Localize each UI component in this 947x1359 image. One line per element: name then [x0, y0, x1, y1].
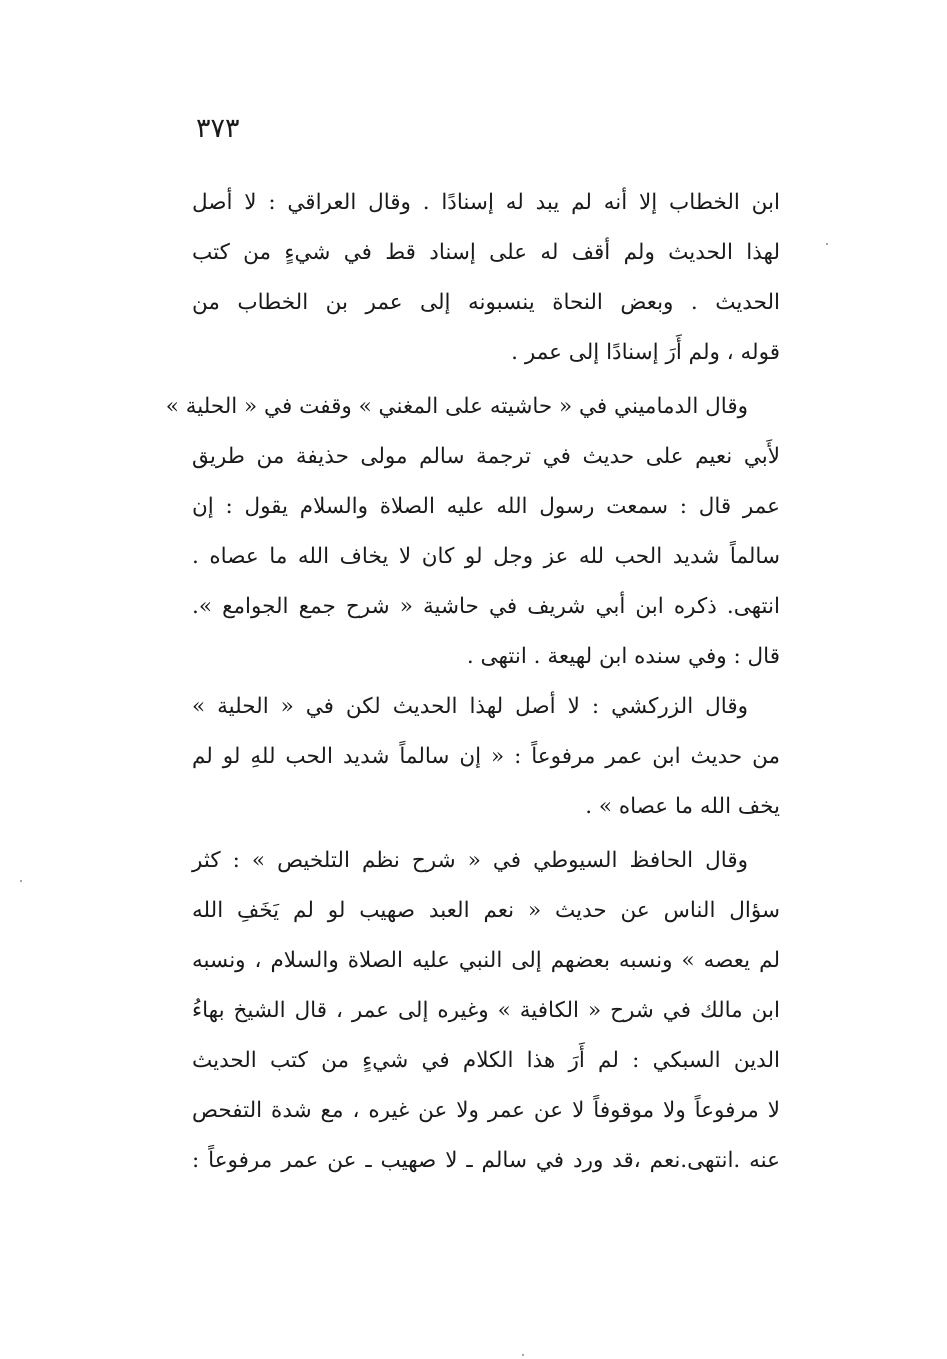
text-line: انتهى. ذكره ابن أبي شريف في حاشية « شرح جمع الجوامع ».	[192, 594, 780, 619]
scan-speck	[20, 880, 22, 882]
text-line: وقال الحافظ السيوطي في « شرح نظم التلخيص » : كثر	[192, 848, 748, 873]
text-line: لم يعصه » ونسبه بعضهم إلى النبي عليه الصلاة والسلام ، ونسبه	[192, 948, 780, 973]
text-line: وقال الزركشي : لا أصل لهذا الحديث لكن في « الحلية »	[192, 694, 748, 719]
page-number: ٣٧٣	[196, 113, 240, 144]
text-line: الحديث . وبعض النحاة ينسبونه إلى عمر بن الخطاب من	[192, 290, 780, 315]
paragraph-3	[192, 682, 780, 832]
paragraph-4	[192, 836, 780, 1186]
text-line: قال : وفي سنده ابن لهيعة . انتهى .	[466, 644, 780, 669]
text-line: لا مرفوعاً ولا موقوفاً لا عن عمر ولا عن غيره ، مع شدة التفحص	[192, 1098, 780, 1123]
text-line: سالماً شديد الحب لله عز وجل لو كان لا يخاف الله ما عصاه .	[192, 544, 780, 569]
text-line: لأَبي نعيم على حديث في ترجمة سالم مولى حذيفة من طريق	[192, 444, 780, 469]
text-line: الدين السبكي : لم أَرَ هذا الكلام في شيءٍ من كتب الحديث	[192, 1048, 780, 1073]
text-line: عنه .انتهى.نعم ،قد ورد في سالم ـ لا صهيب ـ عن عمر مرفوعاً :	[192, 1148, 780, 1173]
scan-speck	[826, 243, 828, 245]
text-line: ابن مالك في شرح « الكافية » وغيره إلى عمر ، قال الشيخ بهاءُ	[192, 998, 780, 1023]
text-line: ابن الخطاب إلا أنه لم يبد له إسنادًا . وقال العراقي : لا أصل	[192, 190, 780, 215]
paragraph-2	[165, 382, 780, 682]
text-line: يخف الله ما عصاه » .	[585, 794, 780, 819]
text-line: لهذا الحديث ولم أقف له على إسناد قط في شيءٍ من كتب	[192, 240, 780, 265]
text-line: سؤال الناس عن حديث « نعم العبد صهيب لو لم يَخَفِ الله	[192, 898, 780, 923]
paragraph-1	[192, 178, 780, 378]
scan-speck	[522, 1354, 524, 1356]
text-line: قوله ، ولم أَرَ إسنادًا إلى عمر .	[511, 340, 780, 365]
text-line: عمر قال : سمعت رسول الله عليه الصلاة والسلام يقول : إن	[192, 494, 780, 519]
text-line: وقال الدماميني في « حاشيته على المغني » وقفت في « الحلية »	[165, 394, 748, 419]
text-line: من حديث ابن عمر مرفوعاً : « إن سالماً شديد الحب للهِ لو لم	[192, 744, 780, 769]
